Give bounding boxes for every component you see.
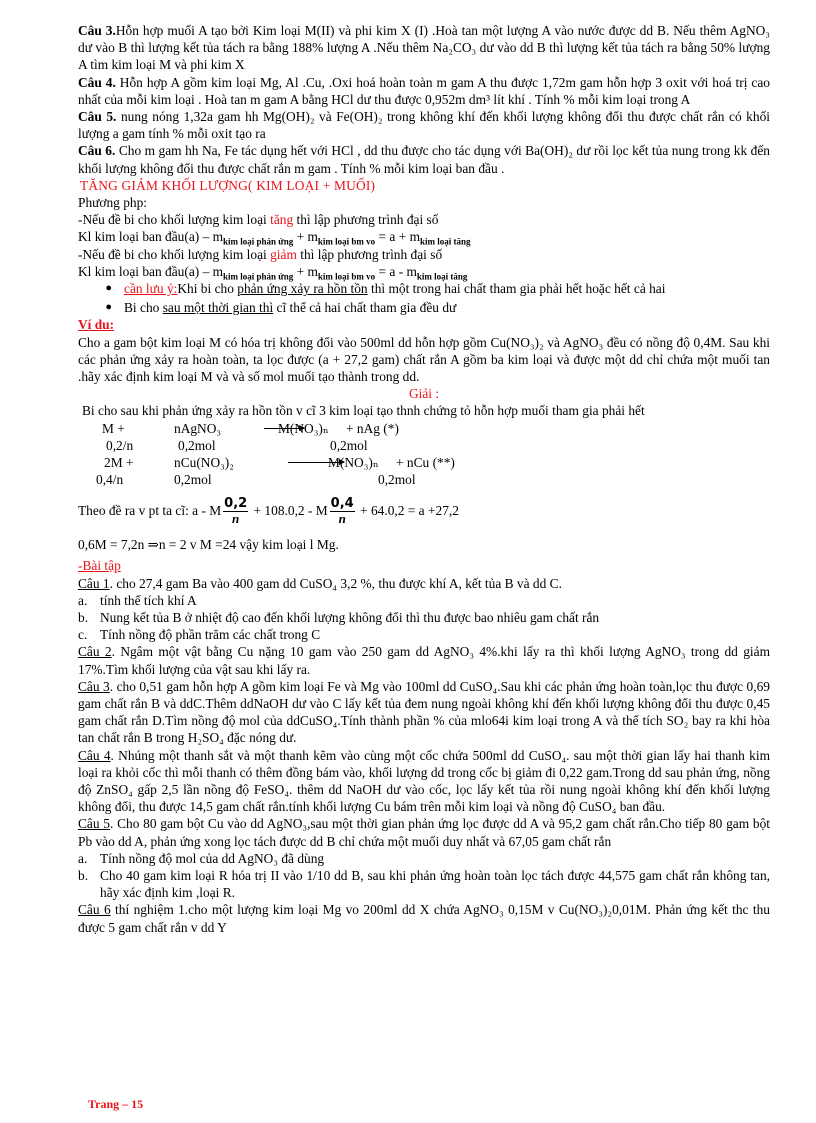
note-part: Khi bi cho [177, 281, 238, 297]
mole-value: 0,2mol [330, 437, 368, 453]
note-part: Bi cho [124, 300, 163, 316]
note-part: cĩ thể cả hai chất tham gia đều dư [273, 300, 457, 316]
formula-subscript: kim loại phản ứng [223, 271, 294, 282]
page-footer: Trang – 15 [88, 1097, 144, 1111]
note-text [124, 299, 770, 316]
method-keyword: tăng [270, 212, 294, 228]
formula-subscript: kim loại tăng [416, 271, 468, 282]
note-bullet [78, 280, 770, 297]
mole-value: 0,2mol [178, 437, 216, 453]
question-text: Cho m gam hh Na, Fe tác dụng hết với HCl , dd thu được cho tác dụng với Ba(OH)₂ dư rồi lọc kết tủa nung trong kk đến khối lượng không đổi thu được chất rắn m gam . Tính % mỗi kim loại ban đầu . [78, 143, 770, 176]
reaction-term: + nAg (*) [346, 420, 399, 436]
method-text: -Nếu đề bi cho khối lượng kim loại [78, 212, 271, 228]
question-label: Câu 6. [78, 143, 116, 159]
exercise-label: Câu 2 [78, 644, 112, 660]
reaction-term: 2M + [104, 454, 134, 470]
note-underlined: sau một thời gian thì [162, 300, 274, 316]
method-text: thì lập phương trình đại số [296, 246, 443, 262]
item-label: a. [78, 592, 88, 608]
bullet-icon: ● [105, 282, 112, 295]
question-4 [78, 74, 770, 108]
method-title: Phương php: [78, 195, 148, 211]
document-page [78, 22, 770, 936]
exercise-text: . Ngâm một vật bằng Cu nặng 10 gam vào 250 gam dd AgNO₃ 4%.khi lấy ra thì khối lượng AgNO₃ trong dd giảm 17%.Tìm khối lượng của vật sau khi lấy ra. [78, 644, 770, 677]
exercise-item [78, 867, 770, 901]
reaction-1-moles [78, 437, 770, 454]
question-text: nung nóng 1,32a gam hh Mg(OH)₂ và Fe(OH)₂ trong không khí đến khối lượng không đổi thu được chất rắn có khối lượng a gam tính % mỗi oxit tạo ra [78, 109, 770, 142]
exercise-label: Câu 6 [78, 902, 111, 918]
exercise-label: Câu 1 [78, 575, 110, 591]
item-label: b. [78, 867, 89, 883]
item-text: Tính nồng độ phần trăm các chất trong C [100, 627, 321, 643]
exercise-item [78, 850, 770, 867]
formula-part: Kl kim loại ban đầu(a) – m [78, 263, 224, 279]
formula-increase [78, 228, 770, 248]
method-keyword: giảm [270, 246, 297, 262]
exercise-text: thí nghiệm 1.cho một lượng kim loại Mg vo 200ml dd X chứa AgNO₃ 0,15M v Cu(NO₃)₂0,01M. Phản ứng kết thc thu được 5 gam chất rắn v dd Y [78, 902, 770, 935]
exercise-2 [78, 643, 770, 677]
question-5 [78, 108, 770, 142]
calc-part: + 108.0,2 - M [250, 502, 328, 518]
fraction [330, 497, 355, 526]
exercise-item [78, 609, 770, 626]
fraction [223, 497, 248, 526]
formula-part: + m [293, 263, 318, 279]
item-text: tính thể tích khí A [100, 592, 197, 608]
bullet-icon: ● [105, 301, 112, 314]
reaction-term: nCu(NO₃)₂ [174, 454, 234, 470]
method-line-decrease [78, 246, 770, 263]
formula-subscript: kim loại tăng [420, 237, 471, 248]
result-line: 0,6M = 7,2n ⇒n = 2 v M =24 vậy kim loại l Mg. [78, 537, 339, 553]
fraction-numerator: 0,2 [224, 496, 248, 512]
note-part: thì một trong hai chất tham gia phải hết hoặc hết cả hai [367, 281, 666, 297]
exercise-5 [78, 815, 770, 849]
formula-part: Kl kim loại ban đầu(a) – m [78, 229, 224, 245]
method-text: -Nếu đề bi cho khối lượng kim loại [78, 246, 271, 262]
note-underlined: phản ứng xảy ra hồn tồn [237, 281, 368, 297]
solution-intro: Bi cho sau khi phản ứng xảy ra hồn tồn v cĩ 3 kim loại tạo thnh chứng tỏ hỗn hợp muối tham gia phải hết [82, 403, 645, 419]
exercise-6 [78, 901, 770, 935]
question-text: Hỗn hợp A gồm kim loại Mg, Al .Cu, .Oxi hoá hoàn toàn m gam A thu được 1,72m gam hỗn hợp 3 oxit với hoá trị cao nhất của mỗi kim loại . Hoà tan m gam A bằng HCl dư thu được 0,952m dm³ lít khí . Tính % mỗi kim loại trong A [78, 74, 770, 107]
reaction-term: M(NO₃)ₙ [328, 454, 379, 470]
exercise-text: . cho 0,51 gam hỗn hợp A gồm kim loại Fe và Mg vào 100ml dd CuSO₄.Sau khi các phản ứng hoàn toàn,lọc thu được 0,69 gam chất rắn B và ddC.Thêm ddNaOH dư vào C lấy kết tủa đem nung ngoài không khí đến khối lượng không đổi thu được 0,45 gam chất rắn D.Tìm nồng độ mol của ddCuSO₄.Tính thành phần % của mlo64i kim loại trong A và thể tích SO₂ bay ra khi hòa tan chất rắn B trong H₂SO₄ đặc nóng dư. [78, 678, 770, 746]
reaction-term: + nCu (**) [396, 454, 455, 470]
exercise-text: . cho 27,4 gam Ba vào 400 gam dd CuSO₄ 3,2 %, thu được khí A, kết tủa B và dd C. [109, 575, 562, 591]
fraction-denominator: n [232, 511, 240, 527]
method-text: thì lập phương trình đại số [293, 212, 439, 228]
exercise-label: Câu 5 [78, 816, 110, 832]
formula-decrease [78, 263, 770, 280]
mole-value: 0,2/n [106, 437, 134, 453]
fraction-denominator: n [338, 511, 346, 527]
exercises-title: -Bài tập [78, 558, 121, 574]
formula-part: = a + m [375, 229, 421, 245]
calc-part: Theo đề ra v pt ta cĩ: a - M [78, 502, 222, 518]
reaction-2 [78, 454, 770, 471]
section-title: TĂNG GIẢM KHỐI LƯỢNG( KIM LOẠI + MUỐI) [80, 177, 376, 193]
exercise-label: Câu 3 [78, 678, 110, 694]
formula-part: + m [293, 229, 318, 245]
mole-value: 0,4/n [96, 471, 124, 487]
item-label: b. [78, 609, 89, 625]
note-text [124, 280, 770, 297]
exercise-label: Câu 4 [78, 747, 111, 763]
exercise-text: . Nhúng một thanh sắt và một thanh kẽm vào cùng một cốc chứa 500ml dd CuSO₄. sau một thời gian lấy hai thanh kim loại ra khỏi cốc thì mỗi thanh có thêm đồng bám vào, khối lượng dd trong cốc bị giảm đi 0,22 gam.Trong dd sau phản ứng, nồng độ ZnSO₄ gấp 2,5 lần nồng độ FeSO₄. thêm dd NaOH dư vào cốc, lọc lấy kết tủa rồi nung ngoài không khí đến khối lượng không đổi, thu được 14,5 gam chất rắn.tính khối lượng Cu bám trên mỗi kim loại và nồng độ CuSO₄ ban đầu. [78, 747, 770, 815]
note-bullet [78, 299, 770, 316]
reaction-2-moles [78, 471, 770, 488]
reaction-term: M(NO₃)ₙ [278, 420, 329, 436]
item-text: Tính nồng độ mol của dd AgNO₃ đã dùng [100, 850, 325, 866]
calculation-line [78, 496, 770, 526]
item-text: Nung kết tủa B ở nhiệt độ cao đến khối lượng không đổi thì thu được bao nhiêu gam chất rắn [100, 609, 600, 625]
exercise-text: . Cho 80 gam bột Cu vào dd AgNO₃,sau một thời gian phản ứng lọc được dd A và 95,2 gam chất rắn.Cho tiếp 80 gam bột Pb vào dd A, phản ứng xong lọc tách được dd B chỉ chứa một muối duy nhất và 67,05 gam chất rắn [78, 816, 770, 849]
item-label: a. [78, 850, 88, 866]
reaction-term: M + [102, 420, 125, 436]
formula-subscript: kim loại phản ứng [223, 237, 294, 248]
exercise-item [78, 626, 770, 643]
item-label: c. [78, 627, 88, 643]
calc-part: + 64.0,2 = a +27,2 [356, 502, 459, 518]
fraction-numerator: 0,4 [330, 496, 354, 512]
question-6 [78, 142, 770, 176]
formula-subscript: kim loại bm vo [317, 271, 376, 282]
question-3 [78, 22, 770, 74]
example-text: Cho a gam bột kim loại M có hóa trị không đổi vào 500ml dd hỗn hợp gồm Cu(NO₃)₂ và AgNO₃ đều có nồng độ 0,4M. Sau khi các phản ứng xảy ra hoàn toàn, ta lọc được (a + 27,2 gam) chất rắn A gồm ba kim loại và được một dd chỉ chứa một muối tan .hãy xác định kim loại M và và số mol muối tạo thành trong dd. [78, 334, 770, 385]
exercise-4 [78, 747, 770, 816]
item-text: Cho 40 gam kim loại R hóa trị II vào 1/10 dd B, sau khi phản ứng hoàn toàn lọc tách được 44,575 gam chất rắn không tan, hãy xác định kim ,loại R. [100, 867, 770, 901]
reaction-1 [78, 420, 770, 437]
exercise-3 [78, 678, 770, 747]
reaction-term: nAgNO₃ [174, 420, 222, 436]
exercise-item [78, 592, 770, 609]
formula-subscript: kim loại bm vo [317, 237, 376, 248]
mole-value: 0,2mol [378, 471, 416, 487]
mole-value: 0,2mol [174, 471, 212, 487]
note-keyword: cần lưu ý: [124, 281, 178, 297]
question-text: Hỗn hợp muối A tạo bởi Kim loại M(II) và phi kim X (I) .Hoà tan một lượng A vào nước được dd B. Nếu thêm AgNO₃ dư vào B thì lượng kết tủa tách ra bằng 188% lượng A .Nếu thêm Na₂CO₃ dư vào dd B thì lượng kết tủa tách ra bằng 50% lượng A tìm kim loại M và phi kim X [78, 23, 770, 73]
question-label: Câu 3. [78, 23, 116, 38]
method-line-increase [78, 211, 770, 228]
question-label: Câu 4. [78, 74, 116, 90]
question-label: Câu 5. [78, 109, 117, 125]
exercise-1 [78, 575, 770, 592]
example-title: Ví du: [78, 317, 115, 333]
solution-title: Giải : [408, 386, 440, 402]
formula-part: = a - m [375, 263, 417, 279]
